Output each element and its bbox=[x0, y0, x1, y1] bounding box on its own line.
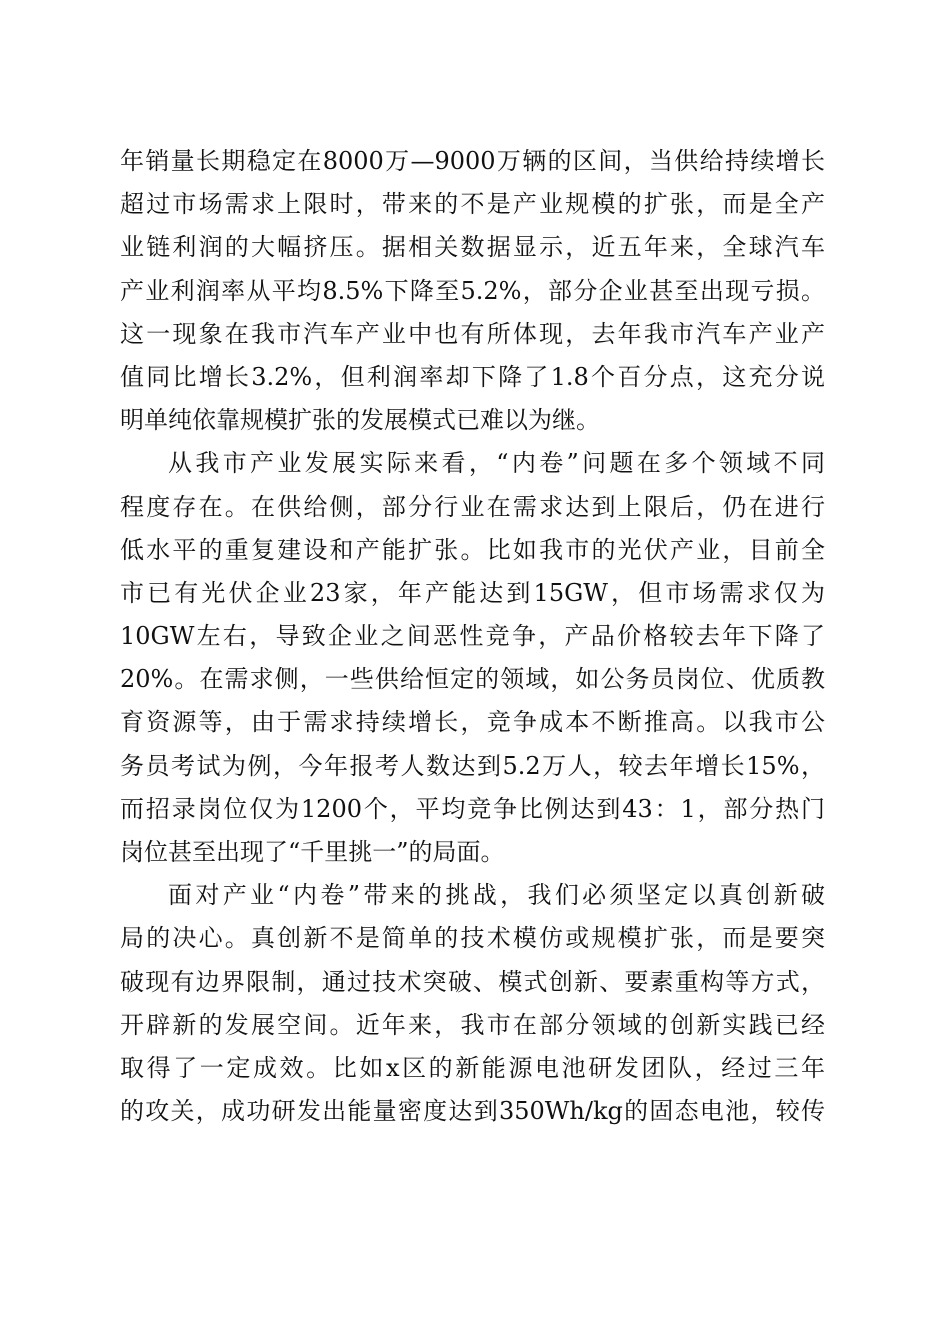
text-line: 取得了一定成效。比如x区的新能源电池研发团队，经过三年 bbox=[120, 1053, 825, 1082]
text-line: 局的决心。真创新不是简单的技术模仿或规模扩张，而是要突 bbox=[120, 924, 825, 953]
text-line: 破现有边界限制，通过技术突破、模式创新、要素重构等方式， bbox=[120, 967, 825, 996]
text-line: 程度存在。在供给侧，部分行业在需求达到上限后，仍在进行 bbox=[120, 492, 825, 521]
text-line: 超过市场需求上限时，带来的不是产业规模的扩张，而是全产 bbox=[120, 190, 825, 219]
text-line: 20%。在需求侧，一些供给恒定的领域，如公务员岗位、优质教 bbox=[120, 665, 825, 694]
text-line: 值同比增长3.2%，但利润率却下降了1.8个百分点，这充分说 bbox=[120, 362, 825, 391]
text-line: 10GW左右，导致企业之间恶性竞争，产品价格较去年下降了 bbox=[120, 622, 825, 651]
text-line: 开辟新的发展空间。近年来，我市在部分领域的创新实践已经 bbox=[120, 1010, 825, 1039]
text-line: 明单纯依靠规模扩张的发展模式已难以为继。 bbox=[120, 406, 600, 435]
text-line: 育资源等，由于需求持续增长，竞争成本不断推高。以我市公 bbox=[120, 708, 825, 737]
document-body bbox=[120, 140, 825, 1133]
text-line: 岗位甚至出现了“千里挑一”的局面。 bbox=[120, 838, 505, 866]
text-line: 这一现象在我市汽车产业中也有所体现，去年我市汽车产业产 bbox=[120, 319, 825, 348]
text-line: 而招录岗位仅为1200个，平均竞争比例达到43：1，部分热门 bbox=[120, 794, 825, 823]
text-line: 产业利润率从平均8.5%下降至5.2%，部分企业甚至出现亏损。 bbox=[120, 276, 825, 305]
text-line: 低水平的重复建设和产能扩张。比如我市的光伏产业，目前全 bbox=[120, 535, 825, 564]
text-line: 业链利润的大幅挤压。据相关数据显示，近五年来，全球汽车 bbox=[120, 233, 825, 262]
text-line: 从我市产业发展实际来看，“内卷”问题在多个领域不同 bbox=[168, 449, 825, 478]
paragraph bbox=[120, 442, 825, 874]
text-line: 务员考试为例，今年报考人数达到5.2万人，较去年增长15%， bbox=[120, 751, 825, 780]
text-line: 市已有光伏企业23家，年产能达到15GW，但市场需求仅为 bbox=[120, 578, 825, 607]
paragraph bbox=[120, 140, 825, 442]
text-line: 年销量长期稳定在8000万—9000万辆的区间，当供给持续增长 bbox=[120, 147, 825, 175]
text-line: 的攻关，成功研发出能量密度达到350Wh/kg的固态电池，较传 bbox=[120, 1097, 825, 1126]
paragraph bbox=[120, 874, 825, 1133]
text-line: 面对产业“内卷”带来的挑战，我们必须坚定以真创新破 bbox=[168, 881, 825, 910]
